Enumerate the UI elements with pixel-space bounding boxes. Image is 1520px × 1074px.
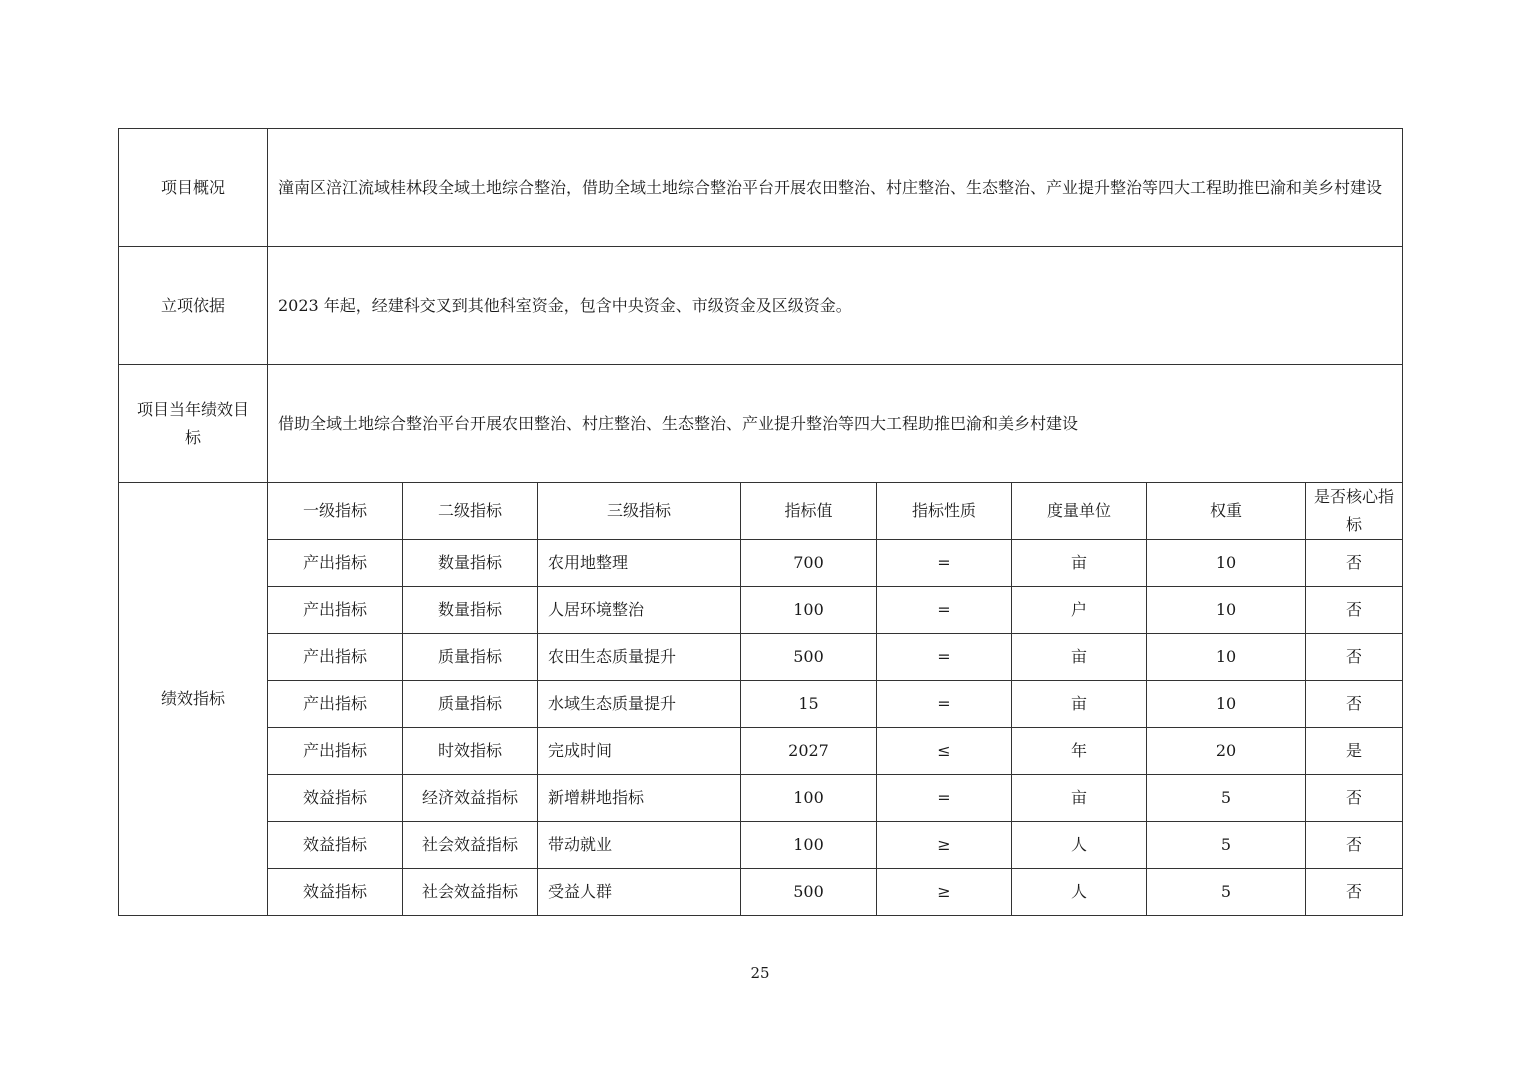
cell-weight: 10 xyxy=(1147,634,1306,681)
table-row xyxy=(119,775,1403,822)
cell-nature: ≥ xyxy=(877,869,1012,916)
cell-value: 2027 xyxy=(741,728,877,775)
cell-level2: 经济效益指标 xyxy=(403,775,538,822)
overview-label: 项目概况 xyxy=(119,129,268,247)
cell-level3: 新增耕地指标 xyxy=(538,775,741,822)
cell-level3: 农用地整理 xyxy=(538,540,741,587)
header-level1: 一级指标 xyxy=(268,483,403,540)
cell-nature: = xyxy=(877,775,1012,822)
cell-weight: 5 xyxy=(1147,775,1306,822)
cell-nature: = xyxy=(877,587,1012,634)
basis-text: 2023 年起，经建科交叉到其他科室资金，包含中央资金、市级资金及区级资金。 xyxy=(268,247,1403,365)
cell-unit: 人 xyxy=(1012,869,1147,916)
cell-core: 否 xyxy=(1306,775,1403,822)
cell-level2: 时效指标 xyxy=(403,728,538,775)
cell-value: 700 xyxy=(741,540,877,587)
cell-level3: 受益人群 xyxy=(538,869,741,916)
cell-nature: = xyxy=(877,634,1012,681)
cell-value: 500 xyxy=(741,869,877,916)
cell-core: 否 xyxy=(1306,681,1403,728)
overview-text: 潼南区涪江流域桂林段全域土地综合整治，借助全域土地综合整治平台开展农田整治、村庄整治、生态整治、产业提升整治等四大工程助推巴渝和美乡村建设 xyxy=(268,129,1403,247)
header-core: 是否核心指标 xyxy=(1306,483,1403,540)
cell-unit: 年 xyxy=(1012,728,1147,775)
cell-value: 100 xyxy=(741,775,877,822)
header-value: 指标值 xyxy=(741,483,877,540)
cell-level2: 社会效益指标 xyxy=(403,822,538,869)
cell-core: 是 xyxy=(1306,728,1403,775)
cell-value: 15 xyxy=(741,681,877,728)
cell-unit: 亩 xyxy=(1012,634,1147,681)
cell-core: 否 xyxy=(1306,822,1403,869)
cell-level2: 数量指标 xyxy=(403,540,538,587)
cell-value: 100 xyxy=(741,587,877,634)
cell-level2: 质量指标 xyxy=(403,634,538,681)
indicator-header-row xyxy=(119,483,1403,540)
header-nature: 指标性质 xyxy=(877,483,1012,540)
cell-level3: 完成时间 xyxy=(538,728,741,775)
cell-value: 500 xyxy=(741,634,877,681)
cell-level3: 农田生态质量提升 xyxy=(538,634,741,681)
table-row xyxy=(119,634,1403,681)
cell-unit: 亩 xyxy=(1012,681,1147,728)
cell-level1: 效益指标 xyxy=(268,869,403,916)
cell-value: 100 xyxy=(741,822,877,869)
goal-label: 项目当年绩效目标 xyxy=(119,365,268,483)
cell-nature: ≤ xyxy=(877,728,1012,775)
cell-weight: 20 xyxy=(1147,728,1306,775)
cell-unit: 户 xyxy=(1012,587,1147,634)
table-row xyxy=(119,587,1403,634)
table-row xyxy=(119,822,1403,869)
cell-level1: 产出指标 xyxy=(268,681,403,728)
basis-row xyxy=(119,247,1403,365)
table-row xyxy=(119,869,1403,916)
cell-core: 否 xyxy=(1306,540,1403,587)
table-row xyxy=(119,681,1403,728)
cell-level3: 水域生态质量提升 xyxy=(538,681,741,728)
cell-weight: 10 xyxy=(1147,540,1306,587)
cell-level3: 人居环境整治 xyxy=(538,587,741,634)
cell-nature: = xyxy=(877,681,1012,728)
cell-unit: 亩 xyxy=(1012,775,1147,822)
cell-unit: 人 xyxy=(1012,822,1147,869)
cell-level1: 产出指标 xyxy=(268,728,403,775)
cell-weight: 10 xyxy=(1147,587,1306,634)
cell-level1: 产出指标 xyxy=(268,634,403,681)
cell-unit: 亩 xyxy=(1012,540,1147,587)
goal-row xyxy=(119,365,1403,483)
table-row xyxy=(119,728,1403,775)
cell-weight: 5 xyxy=(1147,869,1306,916)
header-unit: 度量单位 xyxy=(1012,483,1147,540)
cell-level1: 效益指标 xyxy=(268,822,403,869)
cell-weight: 5 xyxy=(1147,822,1306,869)
table-row xyxy=(119,540,1403,587)
page-number: 25 xyxy=(750,964,770,982)
cell-level1: 效益指标 xyxy=(268,775,403,822)
overview-row xyxy=(119,129,1403,247)
cell-core: 否 xyxy=(1306,634,1403,681)
cell-level1: 产出指标 xyxy=(268,587,403,634)
header-level2: 二级指标 xyxy=(403,483,538,540)
cell-level2: 社会效益指标 xyxy=(403,869,538,916)
cell-core: 否 xyxy=(1306,869,1403,916)
header-level3: 三级指标 xyxy=(538,483,741,540)
performance-table xyxy=(118,128,1403,916)
basis-label: 立项依据 xyxy=(119,247,268,365)
cell-level2: 数量指标 xyxy=(403,587,538,634)
cell-level2: 质量指标 xyxy=(403,681,538,728)
cell-level1: 产出指标 xyxy=(268,540,403,587)
cell-weight: 10 xyxy=(1147,681,1306,728)
cell-nature: = xyxy=(877,540,1012,587)
indicators-label: 绩效指标 xyxy=(119,483,268,916)
goal-text: 借助全域土地综合整治平台开展农田整治、村庄整治、生态整治、产业提升整治等四大工程助推巴渝和美乡村建设 xyxy=(268,365,1403,483)
cell-level3: 带动就业 xyxy=(538,822,741,869)
cell-nature: ≥ xyxy=(877,822,1012,869)
header-weight: 权重 xyxy=(1147,483,1306,540)
cell-core: 否 xyxy=(1306,587,1403,634)
